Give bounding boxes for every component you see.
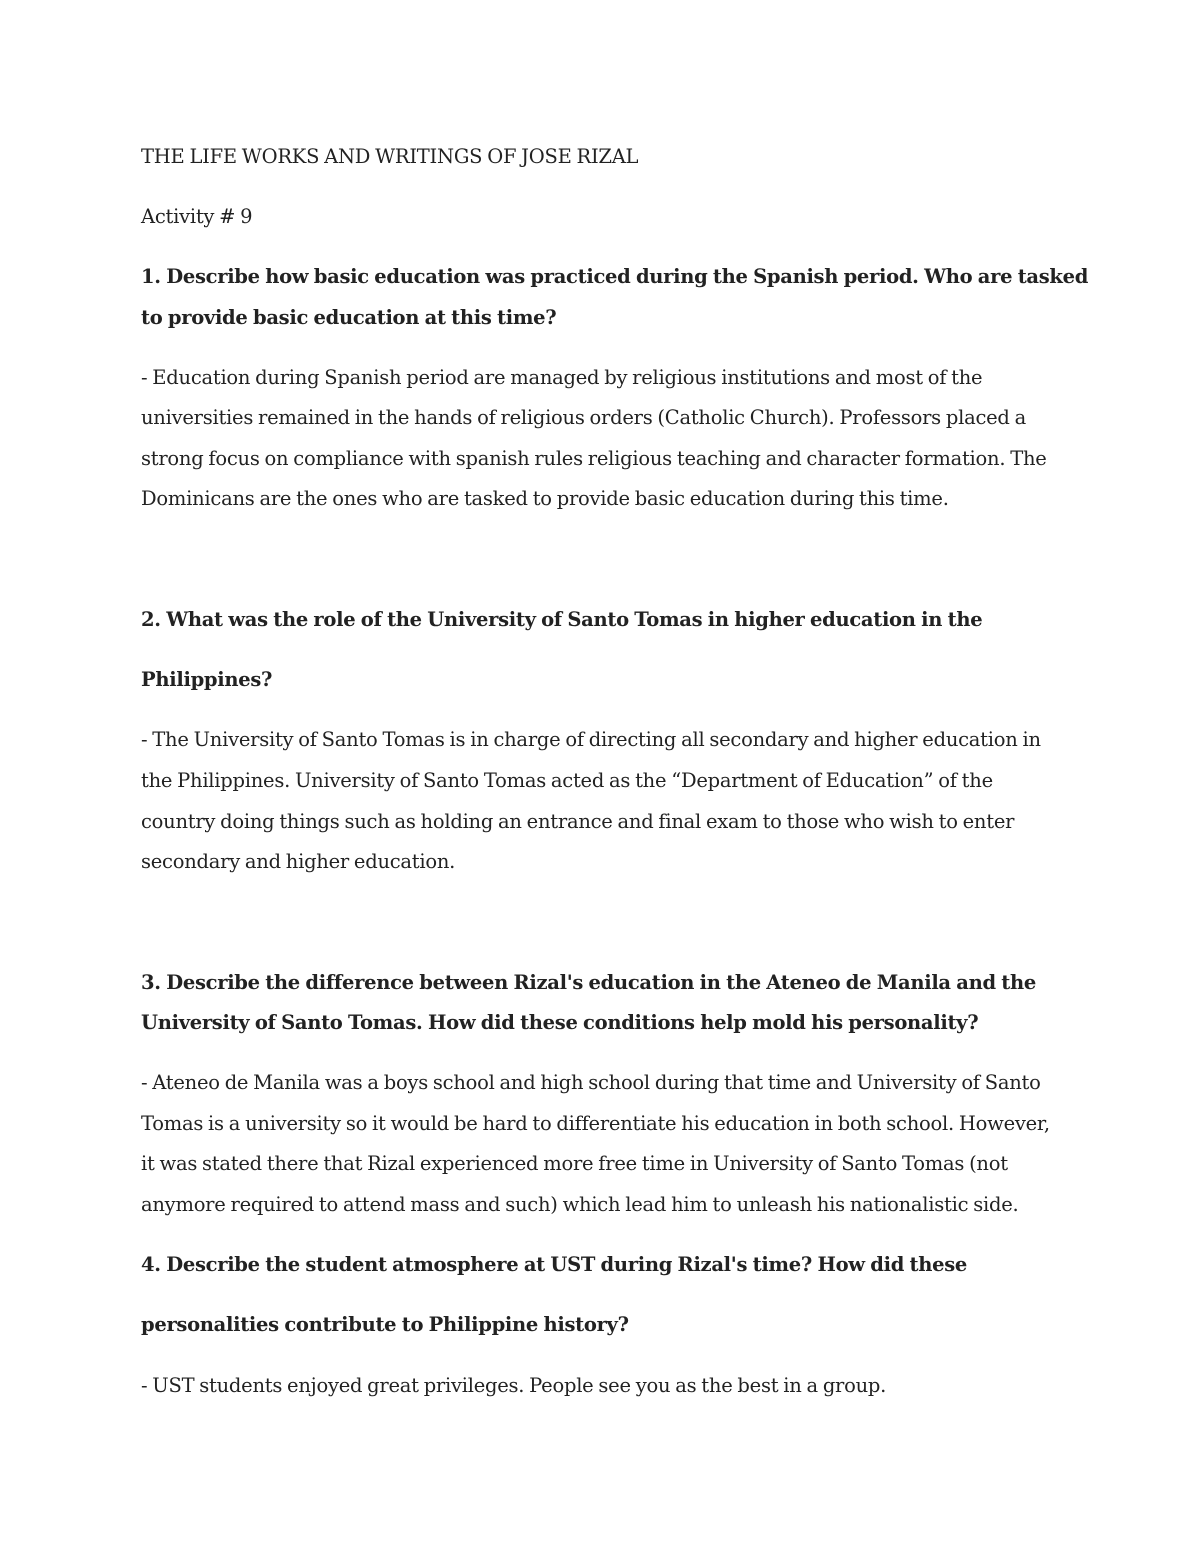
answer-3-line-4: anymore required to attend mass and such) which lead him to unleash his nationalistic side. xyxy=(141,1193,1019,1216)
question-3-line-1: 3. Describe the difference between Rizal's education in the Ateneo de Manila and the xyxy=(141,971,1036,994)
answer-2-line-2: the Philippines. University of Santo Tomas acted as the “Department of Education” of the xyxy=(141,769,993,792)
answer-3-line-2: Tomas is a university so it would be hard to differentiate his education in both school. However, xyxy=(141,1112,1050,1135)
answer-1-line-4: Dominicans are the ones who are tasked to provide basic education during this time. xyxy=(141,487,949,510)
document-title: THE LIFE WORKS AND WRITINGS OF JOSE RIZAL xyxy=(141,145,639,168)
answer-2-line-3: country doing things such as holding an entrance and final exam to those who wish to enter xyxy=(141,810,1015,833)
question-1-line-1: 1. Describe how basic education was practiced during the Spanish period. Who are tasked xyxy=(141,265,1089,288)
answer-1-line-2: universities remained in the hands of religious orders (Catholic Church). Professors placed a xyxy=(141,406,1026,429)
question-2-line-1: 2. What was the role of the University of Santo Tomas in higher education in the xyxy=(141,608,983,631)
question-1-line-2: to provide basic education at this time? xyxy=(141,306,557,329)
answer-3-line-3: it was stated there that Rizal experienced more free time in University of Santo Tomas (not xyxy=(141,1152,1008,1175)
answer-1-line-1: - Education during Spanish period are managed by religious institutions and most of the xyxy=(141,366,983,389)
question-2-line-2: Philippines? xyxy=(141,668,273,691)
activity-label: Activity # 9 xyxy=(141,205,253,228)
answer-2-line-4: secondary and higher education. xyxy=(141,850,456,873)
answer-4-line-1: - UST students enjoyed great privileges. People see you as the best in a group. xyxy=(141,1374,887,1397)
question-4-line-2: personalities contribute to Philippine history? xyxy=(141,1313,629,1336)
answer-2-line-1: - The University of Santo Tomas is in charge of directing all secondary and higher education in xyxy=(141,728,1041,751)
answer-3-line-1: - Ateneo de Manila was a boys school and high school during that time and University of Santo xyxy=(141,1071,1041,1094)
question-4-line-1: 4. Describe the student atmosphere at UST during Rizal's time? How did these xyxy=(141,1253,968,1276)
question-3-line-2: University of Santo Tomas. How did these conditions help mold his personality? xyxy=(141,1011,979,1034)
answer-1-line-3: strong focus on compliance with spanish rules religious teaching and character formation. The xyxy=(141,447,1047,470)
